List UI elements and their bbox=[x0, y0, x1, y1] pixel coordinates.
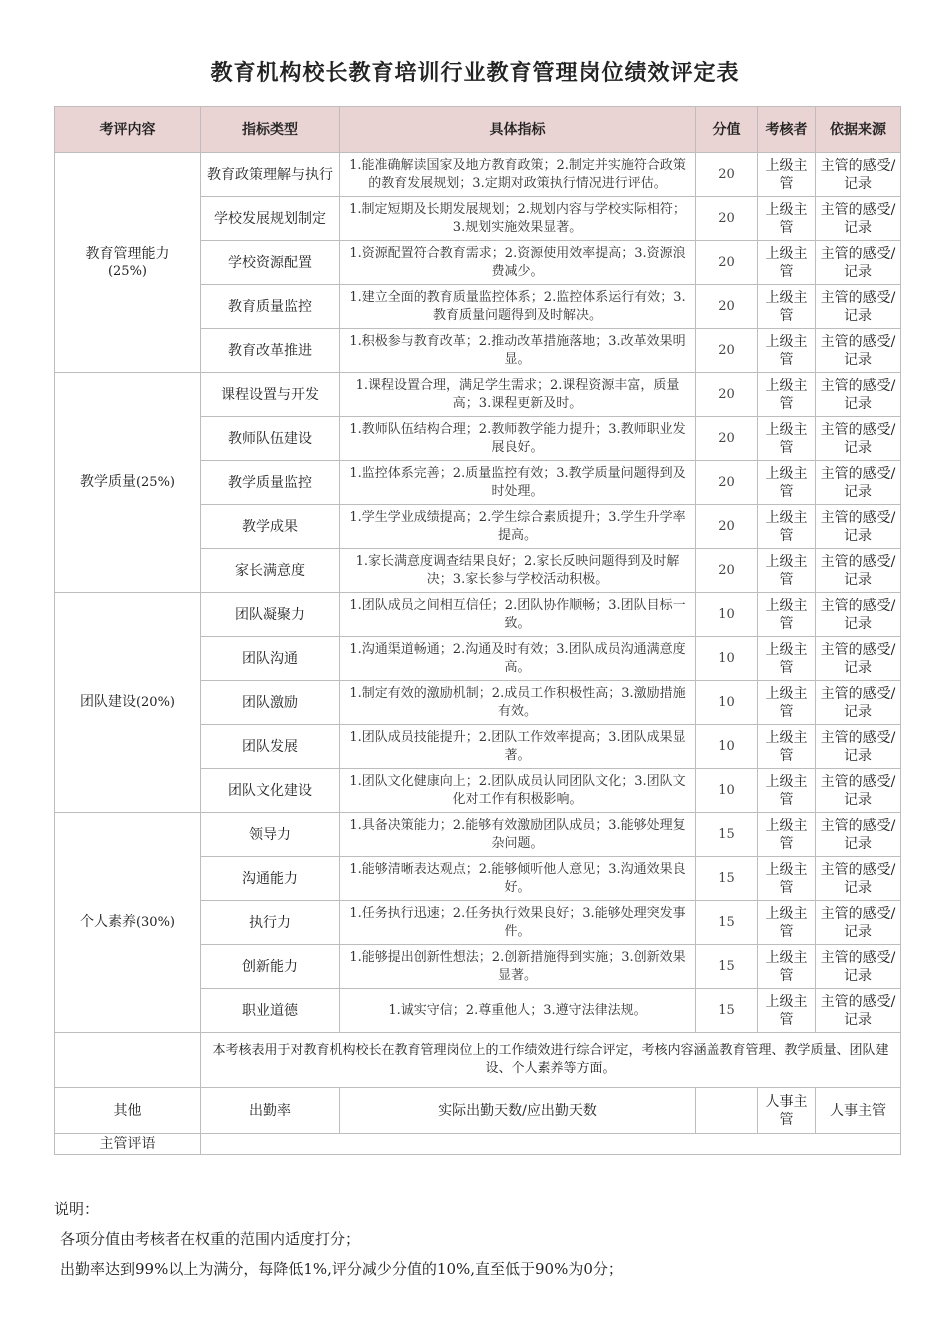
indicator-type-cell: 家长满意度 bbox=[201, 549, 340, 593]
indicator-detail-cell: 1.制定短期及长期发展规划；2.规划内容与学校实际相符；3.规划实施效果显著。 bbox=[340, 197, 696, 241]
indicator-type-cell: 教学成果 bbox=[201, 505, 340, 549]
indicator-detail-cell: 1.课程设置合理，满足学生需求；2.课程资源丰富，质量高；3.课程更新及时。 bbox=[340, 373, 696, 417]
summary-blank-cell bbox=[55, 1033, 201, 1088]
table-row bbox=[55, 373, 901, 417]
source-cell: 主管的感受/记录 bbox=[816, 505, 901, 549]
category-name: 教育管理能力 bbox=[85, 245, 170, 262]
indicator-type-cell: 教育改革推进 bbox=[201, 329, 340, 373]
indicator-detail-cell: 1.诚实守信；2.尊重他人；3.遵守法律法规。 bbox=[340, 989, 696, 1033]
source-cell: 主管的感受/记录 bbox=[816, 241, 901, 285]
indicator-type-cell: 团队发展 bbox=[201, 725, 340, 769]
indicator-type-cell: 团队沟通 bbox=[201, 637, 340, 681]
source-cell: 主管的感受/记录 bbox=[816, 989, 901, 1033]
indicator-detail-cell: 1.家长满意度调查结果良好；2.家长反映问题得到及时解决；3.家长参与学校活动积极。 bbox=[340, 549, 696, 593]
indicator-detail-cell: 1.沟通渠道畅通；2.沟通及时有效；3.团队成员沟通满意度高。 bbox=[340, 637, 696, 681]
indicator-type-cell: 教育质量监控 bbox=[201, 285, 340, 329]
evaluator-cell: 上级主管 bbox=[758, 241, 816, 285]
score-cell: 20 bbox=[696, 241, 758, 285]
evaluator-cell: 上级主管 bbox=[758, 153, 816, 197]
comment-field[interactable] bbox=[201, 1134, 901, 1155]
source-cell: 主管的感受/记录 bbox=[816, 637, 901, 681]
header-category: 考评内容 bbox=[55, 107, 201, 153]
header-score: 分值 bbox=[696, 107, 758, 153]
evaluator-cell: 上级主管 bbox=[758, 989, 816, 1033]
header-evaluator: 考核者 bbox=[758, 107, 816, 153]
category-name: 团队建设 bbox=[79, 694, 136, 710]
source-cell: 主管的感受/记录 bbox=[816, 153, 901, 197]
indicator-detail-cell: 1.任务执行迅速；2.任务执行效果良好；3.能够处理突发事件。 bbox=[340, 901, 696, 945]
score-cell: 10 bbox=[696, 725, 758, 769]
score-cell: 10 bbox=[696, 681, 758, 725]
page-title: 教育机构校长教育培训行业教育管理岗位绩效评定表 bbox=[210, 61, 740, 86]
score-cell: 20 bbox=[696, 197, 758, 241]
other-source: 人事主管 bbox=[816, 1088, 901, 1134]
category-weight: (25%) bbox=[135, 475, 176, 490]
category-cell bbox=[55, 593, 201, 813]
other-evaluator: 人事主管 bbox=[758, 1088, 816, 1134]
other-indicator: 实际出勤天数/应出勤天数 bbox=[340, 1088, 696, 1134]
score-cell: 20 bbox=[696, 373, 758, 417]
evaluator-cell: 上级主管 bbox=[758, 505, 816, 549]
summary-row bbox=[55, 1033, 901, 1088]
category-weight: (25%) bbox=[107, 263, 148, 279]
score-cell: 10 bbox=[696, 637, 758, 681]
score-cell: 20 bbox=[696, 505, 758, 549]
evaluator-cell: 上级主管 bbox=[758, 461, 816, 505]
other-type: 出勤率 bbox=[201, 1088, 340, 1134]
table-row bbox=[55, 813, 901, 857]
source-cell: 主管的感受/记录 bbox=[816, 197, 901, 241]
evaluator-cell: 上级主管 bbox=[758, 725, 816, 769]
source-cell: 主管的感受/记录 bbox=[816, 417, 901, 461]
evaluator-cell: 上级主管 bbox=[758, 637, 816, 681]
evaluator-cell: 上级主管 bbox=[758, 329, 816, 373]
indicator-detail-cell: 1.教师队伍结构合理；2.教师教学能力提升；3.教师职业发展良好。 bbox=[340, 417, 696, 461]
other-score bbox=[696, 1088, 758, 1134]
score-cell: 10 bbox=[696, 593, 758, 637]
indicator-detail-cell: 1.学生学业成绩提高；2.学生综合素质提升；3.学生升学率提高。 bbox=[340, 505, 696, 549]
indicator-type-cell: 教学质量监控 bbox=[201, 461, 340, 505]
source-cell: 主管的感受/记录 bbox=[816, 857, 901, 901]
score-cell: 15 bbox=[696, 989, 758, 1033]
indicator-detail-cell: 1.建立全面的教育质量监控体系；2.监控体系运行有效；3.教育质量问题得到及时解决。 bbox=[340, 285, 696, 329]
category-name: 个人素养 bbox=[79, 914, 136, 930]
indicator-type-cell: 团队文化建设 bbox=[201, 769, 340, 813]
indicator-detail-cell: 1.能准确解读国家及地方教育政策；2.制定并实施符合政策的教育发展规划；3.定期对政策执行情况进行评估。 bbox=[340, 153, 696, 197]
indicator-type-cell: 课程设置与开发 bbox=[201, 373, 340, 417]
note-line-1: 各项分值由考核者在权重的范围内适度打分； bbox=[60, 1230, 361, 1248]
score-cell: 20 bbox=[696, 417, 758, 461]
table-header-row bbox=[55, 107, 901, 153]
indicator-detail-cell: 1.团队文化健康向上；2.团队成员认同团队文化；3.团队文化对工作有积极影响。 bbox=[340, 769, 696, 813]
source-cell: 主管的感受/记录 bbox=[816, 285, 901, 329]
source-cell: 主管的感受/记录 bbox=[816, 681, 901, 725]
other-row bbox=[55, 1088, 901, 1134]
comment-row bbox=[55, 1134, 901, 1155]
indicator-type-cell: 教育政策理解与执行 bbox=[201, 153, 340, 197]
category-name: 教学质量 bbox=[79, 474, 136, 490]
indicator-type-cell: 职业道德 bbox=[201, 989, 340, 1033]
evaluator-cell: 上级主管 bbox=[758, 681, 816, 725]
evaluator-cell: 上级主管 bbox=[758, 593, 816, 637]
source-cell: 主管的感受/记录 bbox=[816, 769, 901, 813]
header-source: 依据来源 bbox=[816, 107, 901, 153]
evaluator-cell: 上级主管 bbox=[758, 945, 816, 989]
indicator-type-cell: 创新能力 bbox=[201, 945, 340, 989]
notes-heading: 说明： bbox=[54, 1200, 100, 1218]
table-row bbox=[55, 153, 901, 197]
table-row bbox=[55, 593, 901, 637]
score-cell: 20 bbox=[696, 329, 758, 373]
header-type: 指标类型 bbox=[201, 107, 340, 153]
evaluation-table bbox=[54, 106, 901, 1155]
indicator-detail-cell: 1.监控体系完善；2.质量监控有效；3.教学质量问题得到及时处理。 bbox=[340, 461, 696, 505]
source-cell: 主管的感受/记录 bbox=[816, 813, 901, 857]
header-indicator: 具体指标 bbox=[340, 107, 696, 153]
indicator-detail-cell: 1.团队成员之间相互信任；2.团队协作顺畅；3.团队目标一致。 bbox=[340, 593, 696, 637]
score-cell: 15 bbox=[696, 813, 758, 857]
source-cell: 主管的感受/记录 bbox=[816, 945, 901, 989]
evaluator-cell: 上级主管 bbox=[758, 285, 816, 329]
indicator-type-cell: 执行力 bbox=[201, 901, 340, 945]
score-cell: 15 bbox=[696, 901, 758, 945]
evaluator-cell: 上级主管 bbox=[758, 549, 816, 593]
indicator-detail-cell: 1.能够清晰表达观点；2.能够倾听他人意见；3.沟通效果良好。 bbox=[340, 857, 696, 901]
source-cell: 主管的感受/记录 bbox=[816, 329, 901, 373]
indicator-type-cell: 沟通能力 bbox=[201, 857, 340, 901]
comment-label: 主管评语 bbox=[55, 1134, 201, 1155]
indicator-detail-cell: 1.能够提出创新性想法；2.创新措施得到实施；3.创新效果显著。 bbox=[340, 945, 696, 989]
indicator-detail-cell: 1.制定有效的激励机制；2.成员工作积极性高；3.激励措施有效。 bbox=[340, 681, 696, 725]
source-cell: 主管的感受/记录 bbox=[816, 373, 901, 417]
indicator-type-cell: 领导力 bbox=[201, 813, 340, 857]
score-cell: 20 bbox=[696, 549, 758, 593]
evaluator-cell: 上级主管 bbox=[758, 197, 816, 241]
score-cell: 20 bbox=[696, 461, 758, 505]
indicator-detail-cell: 1.团队成员技能提升；2.团队工作效率提高；3.团队成果显著。 bbox=[340, 725, 696, 769]
source-cell: 主管的感受/记录 bbox=[816, 549, 901, 593]
source-cell: 主管的感受/记录 bbox=[816, 593, 901, 637]
indicator-detail-cell: 1.积极参与教育改革；2.推动改革措施落地；3.改革效果明显。 bbox=[340, 329, 696, 373]
evaluator-cell: 上级主管 bbox=[758, 857, 816, 901]
notes-section bbox=[54, 1194, 900, 1284]
indicator-type-cell: 团队激励 bbox=[201, 681, 340, 725]
other-label: 其他 bbox=[55, 1088, 201, 1134]
score-cell: 15 bbox=[696, 945, 758, 989]
category-weight: (30%) bbox=[135, 915, 176, 930]
score-cell: 10 bbox=[696, 769, 758, 813]
category-weight: (20%) bbox=[135, 695, 176, 710]
source-cell: 主管的感受/记录 bbox=[816, 461, 901, 505]
score-cell: 20 bbox=[696, 153, 758, 197]
evaluator-cell: 上级主管 bbox=[758, 813, 816, 857]
indicator-type-cell: 学校资源配置 bbox=[201, 241, 340, 285]
score-cell: 20 bbox=[696, 285, 758, 329]
indicator-detail-cell: 1.资源配置符合教育需求；2.资源使用效率提高；3.资源浪费减少。 bbox=[340, 241, 696, 285]
evaluator-cell: 上级主管 bbox=[758, 373, 816, 417]
indicator-type-cell: 团队凝聚力 bbox=[201, 593, 340, 637]
source-cell: 主管的感受/记录 bbox=[816, 901, 901, 945]
score-cell: 15 bbox=[696, 857, 758, 901]
category-cell bbox=[55, 373, 201, 593]
summary-text: 本考核表用于对教育机构校长在教育管理岗位上的工作绩效进行综合评定，考核内容涵盖教育管理、教学质量、团队建设、个人素养等方面。 bbox=[201, 1033, 901, 1088]
table-body bbox=[55, 153, 901, 1155]
indicator-type-cell: 教师队伍建设 bbox=[201, 417, 340, 461]
note-line-2: 出勤率达到99%以上为满分，每降低1%,评分减少分值的10%,直至低于90%为0分； bbox=[60, 1260, 623, 1278]
evaluator-cell: 上级主管 bbox=[758, 417, 816, 461]
source-cell: 主管的感受/记录 bbox=[816, 725, 901, 769]
category-cell bbox=[55, 153, 201, 373]
indicator-type-cell: 学校发展规划制定 bbox=[201, 197, 340, 241]
indicator-detail-cell: 1.具备决策能力；2.能够有效激励团队成员；3.能够处理复杂问题。 bbox=[340, 813, 696, 857]
evaluator-cell: 上级主管 bbox=[758, 769, 816, 813]
evaluator-cell: 上级主管 bbox=[758, 901, 816, 945]
category-cell bbox=[55, 813, 201, 1033]
